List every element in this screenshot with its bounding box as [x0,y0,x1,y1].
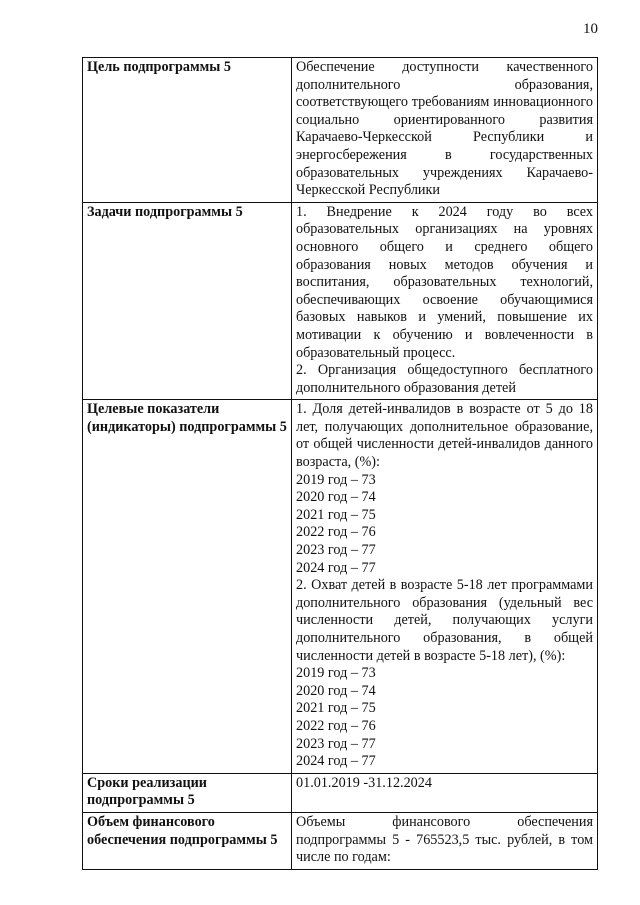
content-line: 2021 год – 75 [296,506,376,523]
table-row-funding [83,812,598,869]
row-content-indicators [292,400,598,773]
content-line: 1. Внедрение к 2024 году во всех образовательных организациях на уровнях основного общего и среднего общего образования новых методов обучения и воспитания, образовательных технологий, обеспечивающих освоение обучающимися базовых навыков и умений, повышение их мотивации к обучению и вовлеченности в образовательный процесс. [296,203,593,361]
row-content-goal [292,58,598,203]
content-line: 2024 год – 77 [296,559,376,576]
content-line: Объемы финансового обеспечения подпрограммы 5 - 765523,5 тыс. рублей, в том числе по годам: [296,813,593,866]
content-line: 2019 год – 73 [296,665,376,682]
table-row-goal [83,58,598,203]
row-label-indicators: Целевые показатели (индикаторы) подпрограммы 5 [83,400,292,773]
content-line: 1. Доля детей-инвалидов в возрасте от 5 до 18 лет, получающих дополнительное образование, от общей численности детей-инвалидов данного возраста, (%): [296,401,593,471]
table-row-tasks [83,202,598,400]
table-row-indicators [83,400,598,773]
row-content-tasks [292,202,598,400]
content-line: 2020 год – 74 [296,682,376,699]
content-line: 2024 год – 77 [296,753,376,770]
row-content-period [292,773,598,812]
row-label-funding: Объем финансового обеспечения подпрограммы 5 [83,812,292,869]
subprogram-passport-table [82,57,598,870]
content-line: 2. Организация общедоступного бесплатного дополнительного образования детей [296,362,593,396]
content-line: 01.01.2019 -31.12.2024 [296,774,432,791]
content-line: 2022 год – 76 [296,524,376,541]
row-label-goal: Цель подпрограммы 5 [83,58,292,203]
content-line: 2. Охват детей в возрасте 5-18 лет программами дополнительного образования (удельный вес численности детей, получающих услуги дополнительного образования, в общей численности детей в возрасте 5-18 лет), (%): [296,577,593,664]
row-label-period: Сроки реализации подпрограммы 5 [83,773,292,812]
content-line: 2022 год – 76 [296,717,376,734]
page-number: 10 [583,21,598,37]
content-line: 2021 год – 75 [296,700,376,717]
content-line: 2023 год – 77 [296,542,376,559]
row-content-funding [292,812,598,869]
row-label-tasks: Задачи подпрограммы 5 [83,202,292,400]
content-line: Обеспечение доступности качественного дополнительного образования, соответствующего требованиям инновационного социально ориентированного развития Карачаево-Черкесской Республики и энергосбережения в государственных образовательных учреждениях Карачаево-Черкесской Республики [296,59,593,199]
content-line: 2023 год – 77 [296,735,376,752]
table-row-period [83,773,598,812]
content-line: 2019 год – 73 [296,471,376,488]
content-line: 2020 год – 74 [296,489,376,506]
